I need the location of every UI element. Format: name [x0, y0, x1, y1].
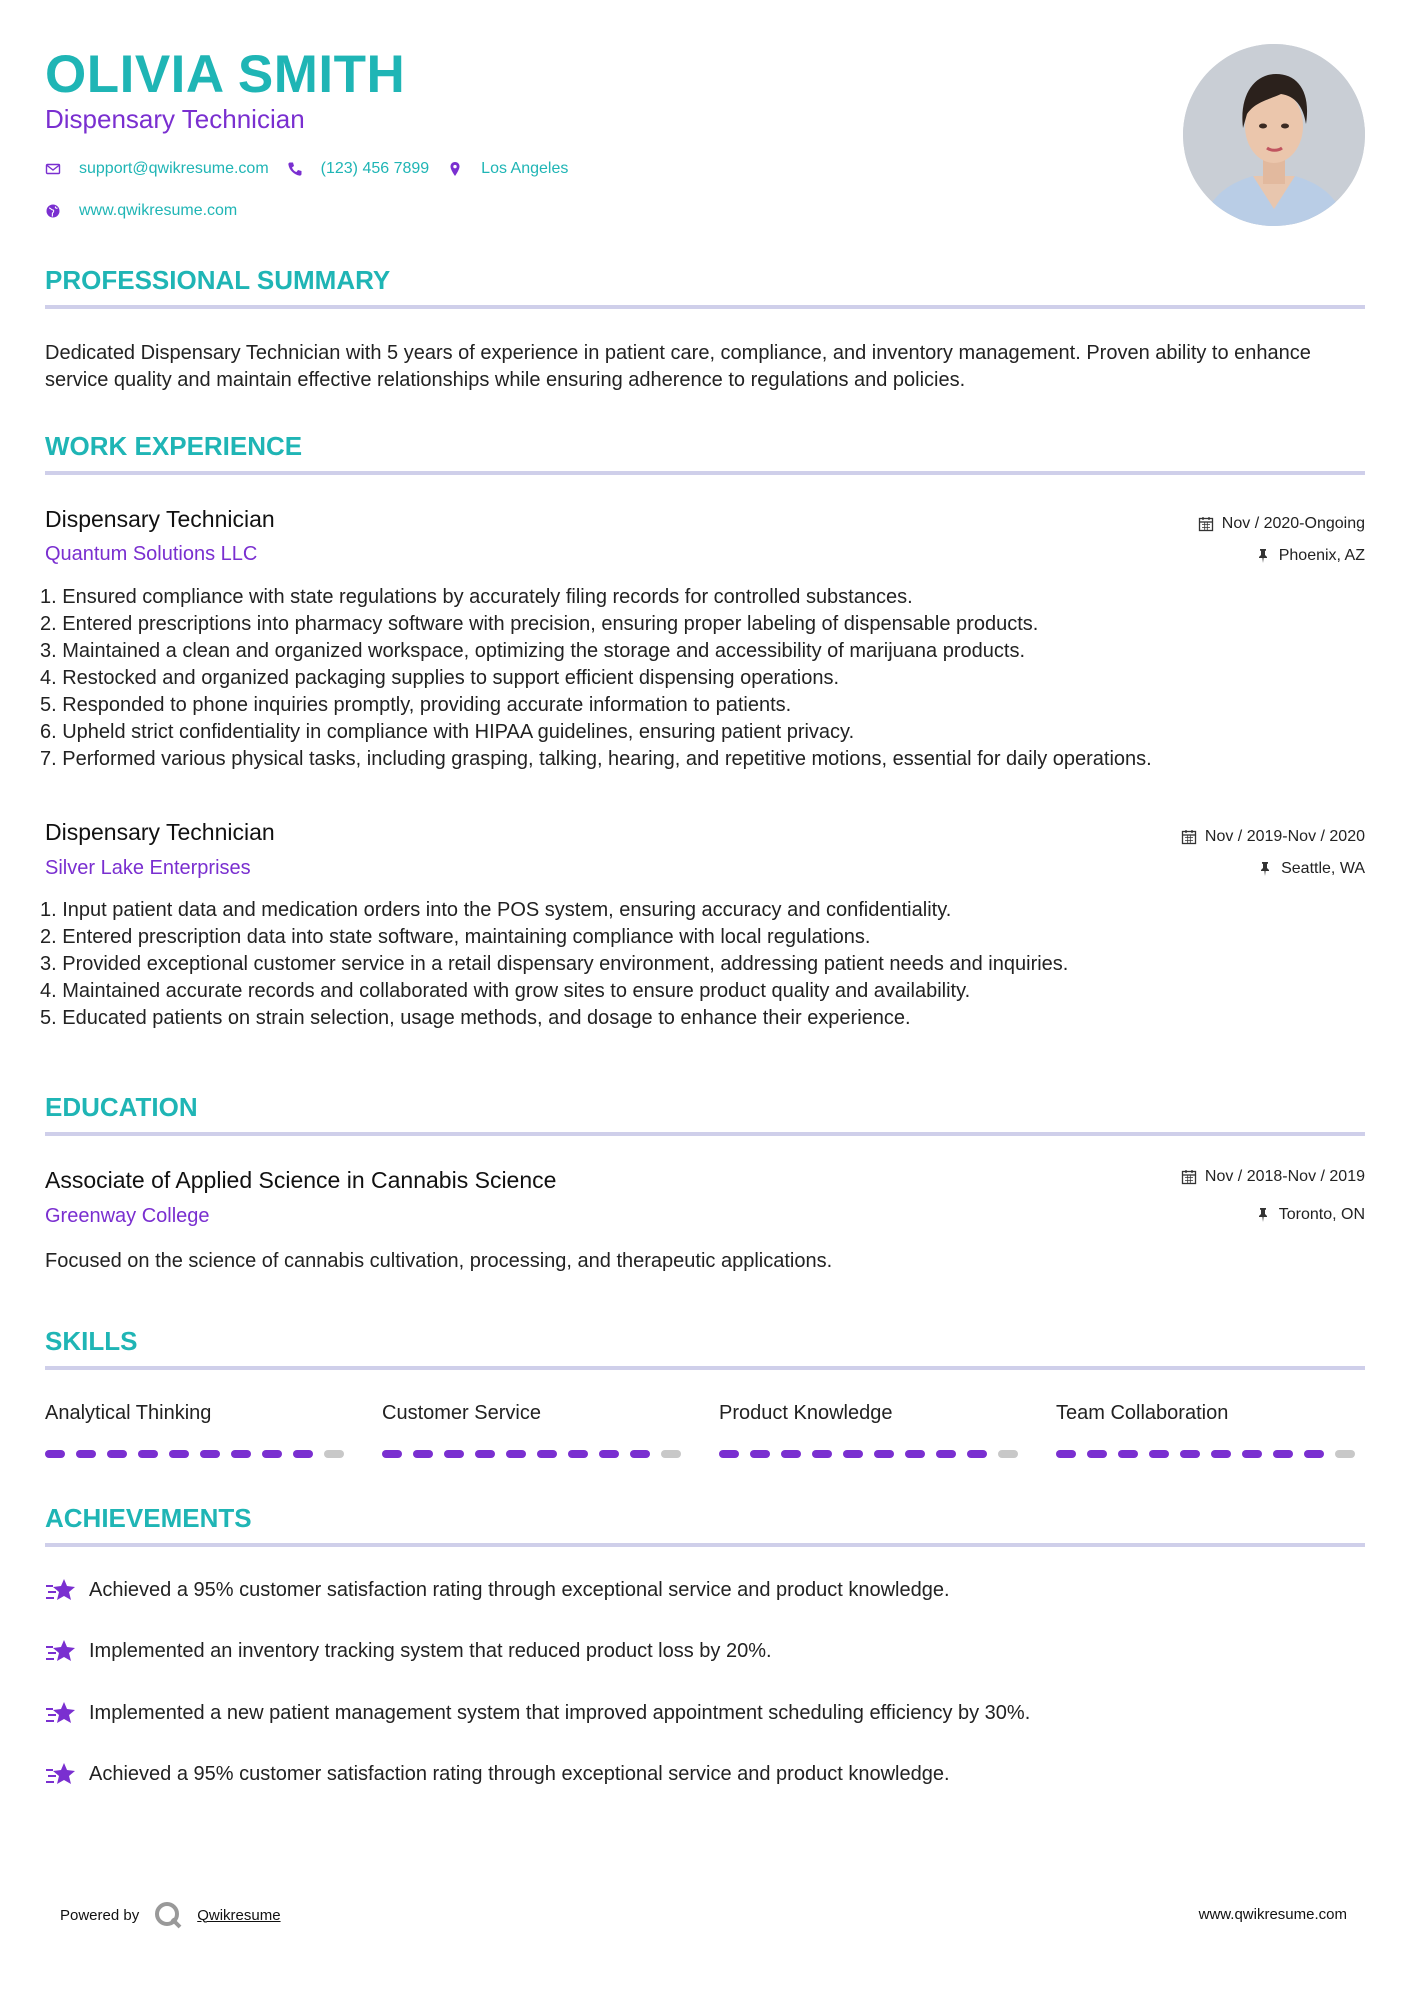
skill-dot-filled	[719, 1450, 739, 1458]
achievement-item	[45, 1699, 1030, 1727]
degree-title: Associate of Applied Science in Cannabis Science	[45, 1167, 557, 1193]
skill-rating	[382, 1450, 692, 1458]
skill-dot-filled	[905, 1450, 925, 1458]
skill-dot-empty	[661, 1450, 681, 1458]
skill-dot-filled	[506, 1450, 526, 1458]
skill-rating	[45, 1450, 355, 1458]
skill-dot-filled	[1304, 1450, 1324, 1458]
footer-website[interactable]: www.qwikresume.com	[1198, 1906, 1347, 1923]
portrait-image	[1183, 44, 1365, 226]
pin-icon	[1257, 861, 1273, 877]
powered-by-label: Powered by	[60, 1906, 140, 1924]
pin-icon	[1255, 548, 1271, 564]
list-item: 2. Entered prescription data into state software, maintaining compliance with local regulations.	[40, 926, 871, 948]
summary-divider	[45, 305, 1365, 309]
list-item: 3. Maintained a clean and organized workspace, optimizing the storage and accessibility of marijuana products.	[40, 640, 1025, 662]
achievement-text: Achieved a 95% customer satisfaction rating through exceptional service and product knowledge.	[89, 1762, 950, 1785]
qwikresume-logo-icon	[153, 1900, 183, 1930]
skill-dot-filled	[599, 1450, 619, 1458]
map-pin-icon	[447, 161, 463, 177]
skill-dot-filled	[444, 1450, 464, 1458]
pin-icon	[1255, 1207, 1271, 1223]
job-location-text: Seattle, WA	[1281, 860, 1365, 877]
skill-dot-filled	[231, 1450, 251, 1458]
education-divider	[45, 1132, 1365, 1136]
skill-name: Team Collaboration	[1056, 1402, 1229, 1424]
experience-divider	[45, 471, 1365, 475]
summary-heading: PROFESSIONAL SUMMARY	[45, 265, 391, 295]
skill-dot-filled	[874, 1450, 894, 1458]
list-item: 5. Responded to phone inquiries promptly, providing accurate information to patients.	[40, 694, 792, 716]
list-item: 1. Ensured compliance with state regulations by accurately filing records for controlled substances.	[40, 586, 913, 608]
website-row	[45, 202, 237, 220]
skill-dot-filled	[382, 1450, 402, 1458]
list-item: 2. Entered prescriptions into pharmacy software with precision, ensuring proper labeling of dispensable products.	[40, 613, 1039, 635]
job-location-text: Phoenix, AZ	[1278, 547, 1365, 564]
list-item: 4. Maintained accurate records and collaborated with grow sites to ensure product quality and availability.	[40, 980, 971, 1002]
education-dates	[1181, 1168, 1365, 1186]
education-description: Focused on the science of cannabis cultivation, processing, and therapeutic applications.	[45, 1250, 833, 1272]
job-company: Silver Lake Enterprises	[45, 857, 251, 879]
skill-dot-filled	[169, 1450, 189, 1458]
phone-text: (123) 456 7899	[320, 160, 430, 177]
job-company: Quantum Solutions LLC	[45, 543, 258, 565]
calendar-icon	[1198, 516, 1214, 532]
candidate-title: Dispensary Technician	[45, 104, 305, 134]
skill-name: Analytical Thinking	[45, 1402, 212, 1424]
skill-dot-filled	[107, 1450, 127, 1458]
skill-dot-filled	[45, 1450, 65, 1458]
skill-dot-filled	[293, 1450, 313, 1458]
achievement-item	[45, 1637, 772, 1665]
skill-dot-filled	[1056, 1450, 1076, 1458]
profile-photo	[1183, 44, 1365, 226]
skill-rating	[1056, 1450, 1366, 1458]
skill-dot-filled	[537, 1450, 557, 1458]
star-icon	[45, 1637, 77, 1665]
achievement-item	[45, 1576, 950, 1604]
star-icon	[45, 1699, 77, 1727]
skill-dot-empty	[1335, 1450, 1355, 1458]
achievement-item	[45, 1760, 950, 1788]
skill-dot-filled	[475, 1450, 495, 1458]
skill-dot-filled	[630, 1450, 650, 1458]
job-bullets	[40, 584, 1380, 773]
skill-dot-filled	[76, 1450, 96, 1458]
skill-dot-empty	[998, 1450, 1018, 1458]
skill-dot-filled	[750, 1450, 770, 1458]
summary-text: Dedicated Dispensary Technician with 5 years of experience in patient care, compliance, and inventory management. Proven ability to enhance service quality and maintain effective relationships while ensuring adherence to regulations and policies.	[45, 342, 1311, 391]
skill-dot-filled	[262, 1450, 282, 1458]
footer-powered-by	[60, 1900, 281, 1930]
contact-row	[45, 160, 586, 178]
skill-dot-filled	[1180, 1450, 1200, 1458]
calendar-icon	[1181, 1169, 1197, 1185]
job-bullets	[40, 897, 1380, 1032]
skill-dot-filled	[1118, 1450, 1138, 1458]
list-item: 7. Performed various physical tasks, including grasping, talking, hearing, and repetitive motions, essential for daily operations.	[40, 748, 1152, 770]
job-title: Dispensary Technician	[45, 819, 275, 845]
list-item: 3. Provided exceptional customer service in a retail dispensary environment, addressing patient needs and inquiries.	[40, 953, 1069, 975]
phone-icon	[287, 161, 303, 177]
skill-dot-filled	[781, 1450, 801, 1458]
job-location	[1257, 860, 1365, 878]
skill-dot-filled	[1273, 1450, 1293, 1458]
skill-rating	[719, 1450, 1029, 1458]
skills-divider	[45, 1366, 1365, 1370]
calendar-icon	[1181, 829, 1197, 845]
email-link[interactable]: support@qwikresume.com	[79, 160, 269, 177]
achievements-divider	[45, 1543, 1365, 1547]
job-dates-text: Nov / 2020-Ongoing	[1221, 515, 1365, 532]
skill-dot-filled	[1211, 1450, 1231, 1458]
skill-dot-filled	[1149, 1450, 1169, 1458]
job-dates-text: Nov / 2019-Nov / 2020	[1204, 828, 1365, 845]
location-text: Los Angeles	[481, 160, 569, 177]
list-item: 1. Input patient data and medication orders into the POS system, ensuring accuracy and confidentiality.	[40, 899, 952, 921]
skill-dot-filled	[1242, 1450, 1262, 1458]
experience-heading: WORK EXPERIENCE	[45, 431, 303, 461]
education-location-text: Toronto, ON	[1278, 1206, 1365, 1223]
school-name: Greenway College	[45, 1205, 210, 1227]
brand-link[interactable]: Qwikresume	[197, 1906, 281, 1924]
website-link[interactable]: www.qwikresume.com	[79, 202, 238, 219]
list-item: 4. Restocked and organized packaging supplies to support efficient dispensing operations.	[40, 667, 840, 689]
skill-dot-filled	[843, 1450, 863, 1458]
skill-name: Customer Service	[382, 1402, 541, 1424]
skill-name: Product Knowledge	[719, 1402, 893, 1424]
star-icon	[45, 1576, 77, 1604]
education-heading: EDUCATION	[45, 1092, 198, 1122]
skill-dot-empty	[324, 1450, 344, 1458]
skill-dot-filled	[936, 1450, 956, 1458]
email-icon	[45, 161, 61, 177]
skill-dot-filled	[1087, 1450, 1107, 1458]
job-dates	[1181, 828, 1365, 846]
skill-dot-filled	[812, 1450, 832, 1458]
skill-dot-filled	[413, 1450, 433, 1458]
job-dates	[1198, 515, 1365, 533]
skills-heading: SKILLS	[45, 1326, 138, 1356]
star-icon	[45, 1760, 77, 1788]
skill-dot-filled	[138, 1450, 158, 1458]
skill-dot-filled	[568, 1450, 588, 1458]
list-item: 6. Upheld strict confidentiality in compliance with HIPAA guidelines, ensuring patient privacy.	[40, 721, 855, 743]
achievement-text: Implemented a new patient management system that improved appointment scheduling efficiency by 30%.	[89, 1701, 1031, 1724]
achievement-text: Implemented an inventory tracking system that reduced product loss by 20%.	[89, 1639, 772, 1662]
job-location	[1255, 547, 1365, 565]
achievement-text: Achieved a 95% customer satisfaction rating through exceptional service and product knowledge.	[89, 1578, 950, 1601]
list-item: 5. Educated patients on strain selection, usage methods, and dosage to enhance their experience.	[40, 1007, 911, 1029]
skill-dot-filled	[967, 1450, 987, 1458]
achievements-heading: ACHIEVEMENTS	[45, 1503, 252, 1533]
job-title: Dispensary Technician	[45, 506, 275, 532]
candidate-name: OLIVIA SMITH	[45, 45, 406, 104]
globe-icon	[45, 203, 61, 219]
skill-dot-filled	[200, 1450, 220, 1458]
education-location	[1255, 1206, 1365, 1224]
education-dates-text: Nov / 2018-Nov / 2019	[1204, 1168, 1365, 1185]
